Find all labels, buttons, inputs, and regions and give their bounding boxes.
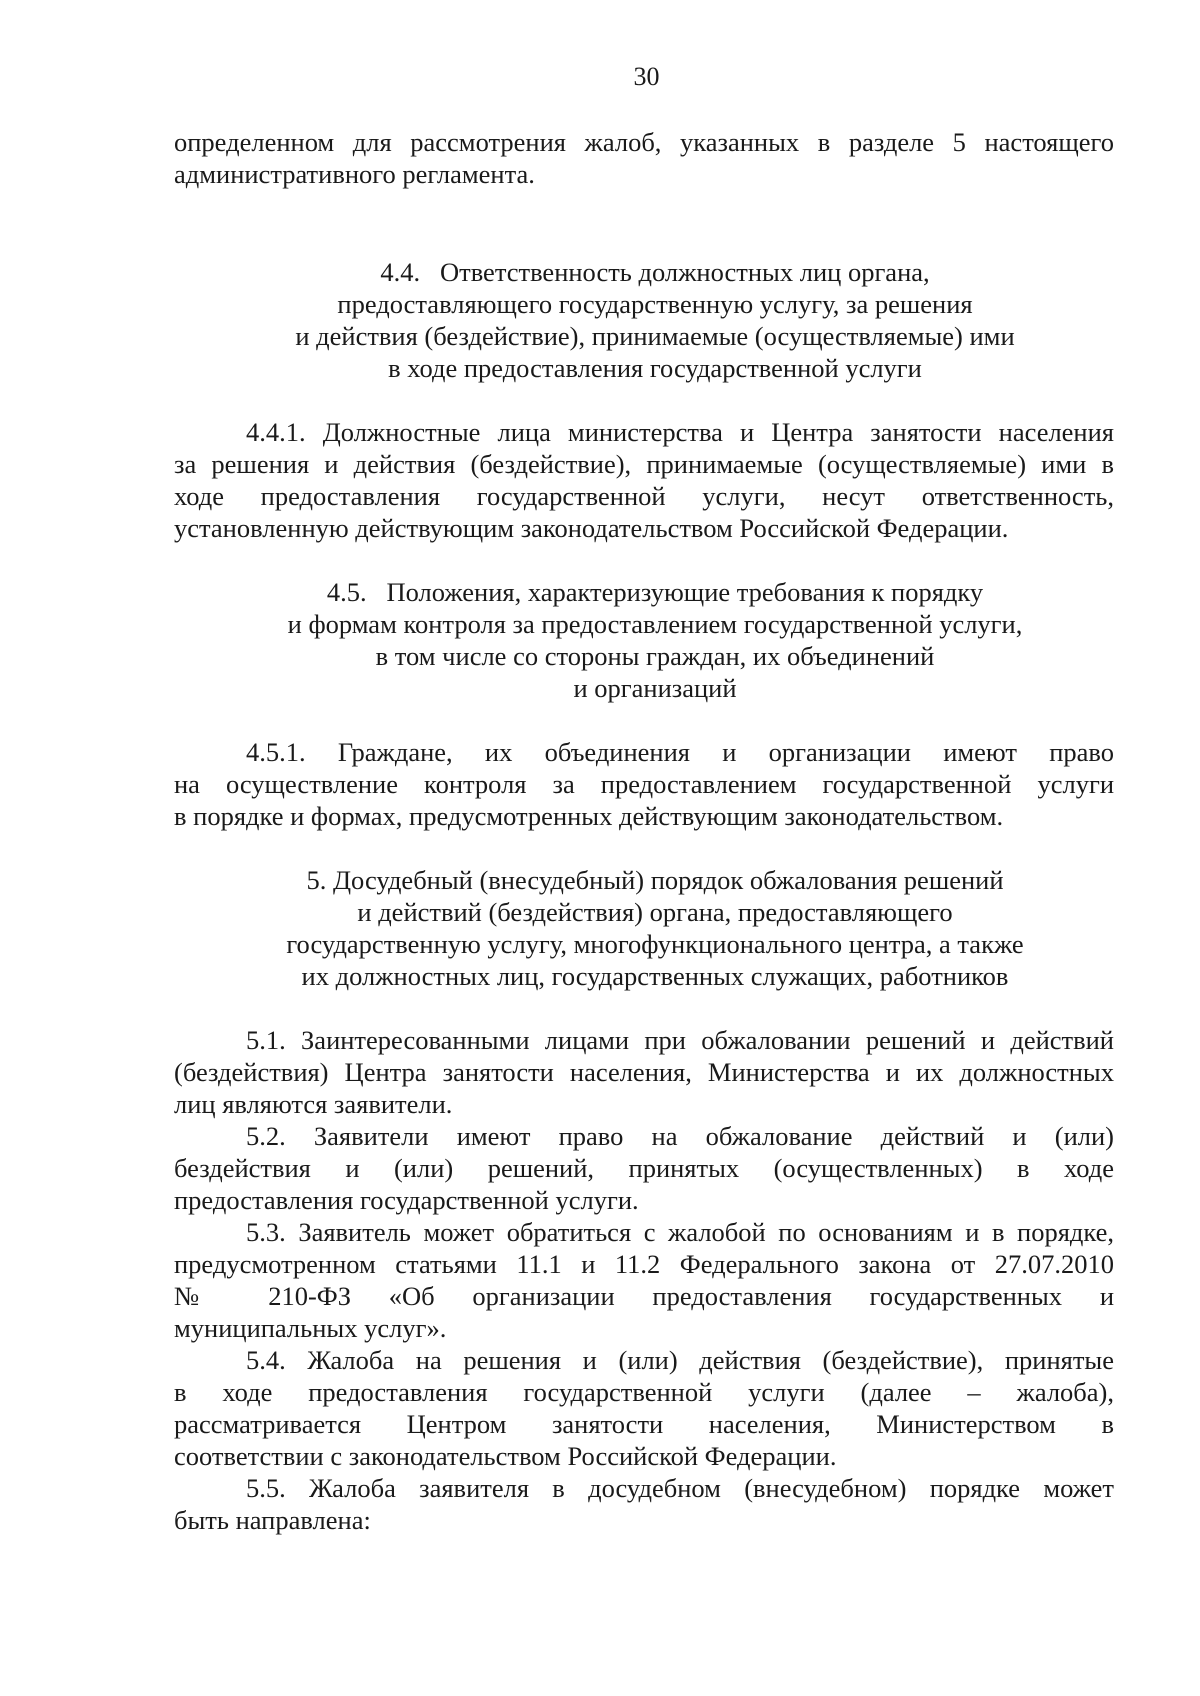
text-line: 5.2. Заявители имеют право на обжалование действий и (или) <box>246 1121 1114 1151</box>
text-line: бездействия и (или) решений, принятых (осуществленных) в ходе <box>174 1153 1114 1183</box>
heading-line: 4.4. Ответственность должностных лиц органа, <box>380 257 930 287</box>
text-line: (бездействия) Центра занятости населения, Министерства и их должностных <box>174 1057 1114 1087</box>
section-4-4-heading <box>174 256 1114 384</box>
heading-line: их должностных лиц, государственных служащих, работников <box>301 961 1009 991</box>
text-line: № 210-ФЗ «Об организации предоставления государственных и <box>174 1281 1114 1311</box>
text-line: предусмотренном статьями 11.1 и 11.2 Федерального закона от 27.07.2010 <box>174 1249 1114 1279</box>
text-line: в ходе предоставления государственной услуги (далее – жалоба), <box>174 1377 1114 1407</box>
heading-line: государственную услугу, многофункционального центра, а также <box>286 929 1024 959</box>
paragraph-4-4-1 <box>174 416 1114 544</box>
section-5-heading <box>174 864 1114 992</box>
text-line: в порядке и формах, предусмотренных действующим законодательством. <box>174 801 1004 831</box>
text-line: муниципальных услуг». <box>174 1313 447 1343</box>
paragraph-5-3 <box>174 1216 1114 1344</box>
text-line: за решения и действия (бездействие), принимаемые (осуществляемые) ими в <box>174 449 1114 479</box>
text-line: 5.1. Заинтересованными лицами при обжаловании решений и действий <box>246 1025 1114 1055</box>
heading-line: 5. Досудебный (внесудебный) порядок обжалования решений <box>306 865 1004 895</box>
text-line: 5.3. Заявитель может обратиться с жалобой по основаниям и в порядке, <box>246 1217 1114 1247</box>
text-line: 5.5. Жалоба заявителя в досудебном (внесудебном) порядке может <box>246 1473 1114 1503</box>
text-line: 4.5.1. Граждане, их объединения и организации имеют право <box>246 737 1114 767</box>
text-line: установленную действующим законодательством Российской Федерации. <box>174 513 1009 543</box>
intro-paragraph <box>174 126 1114 190</box>
text-line: ходе предоставления государственной услуги, несут ответственность, <box>174 481 1114 511</box>
page-number: 30 <box>633 62 660 91</box>
heading-line: и формам контроля за предоставлением государственной услуги, <box>287 609 1023 639</box>
heading-line: и действий (бездействия) органа, предоставляющего <box>357 897 953 927</box>
paragraph-5-1 <box>174 1024 1114 1120</box>
section-4-5-heading <box>174 576 1114 704</box>
text-line: административного регламента. <box>174 159 535 189</box>
text-line: соответствии с законодательством Российской Федерации. <box>174 1441 837 1471</box>
text-line: лиц являются заявители. <box>174 1089 453 1119</box>
heading-line: и организаций <box>573 673 737 703</box>
text-line: 5.4. Жалоба на решения и (или) действия (бездействие), принятые <box>246 1345 1114 1375</box>
paragraph-4-5-1 <box>174 736 1114 832</box>
heading-line: предоставляющего государственную услугу, за решения <box>337 289 973 319</box>
text-line: рассматривается Центром занятости населения, Министерством в <box>174 1409 1114 1439</box>
text-line: предоставления государственной услуги. <box>174 1185 639 1215</box>
paragraph-5-4 <box>174 1344 1114 1472</box>
document-body <box>174 126 1114 1536</box>
text-line: 4.4.1. Должностные лица министерства и Центра занятости населения <box>246 417 1114 447</box>
paragraph-5-5 <box>174 1472 1114 1536</box>
heading-line: 4.5. Положения, характеризующие требования к порядку <box>326 577 984 607</box>
text-line: на осуществление контроля за предоставлением государственной услуги <box>174 769 1114 799</box>
text-line: определенном для рассмотрения жалоб, указанных в разделе 5 настоящего <box>174 127 1114 157</box>
paragraph-5-2 <box>174 1120 1114 1216</box>
text-line: быть направлена: <box>174 1505 371 1535</box>
heading-line: в ходе предоставления государственной услуги <box>388 353 922 383</box>
heading-line: в том числе со стороны граждан, их объединений <box>375 641 935 671</box>
heading-line: и действия (бездействие), принимаемые (осуществляемые) ими <box>295 321 1015 351</box>
